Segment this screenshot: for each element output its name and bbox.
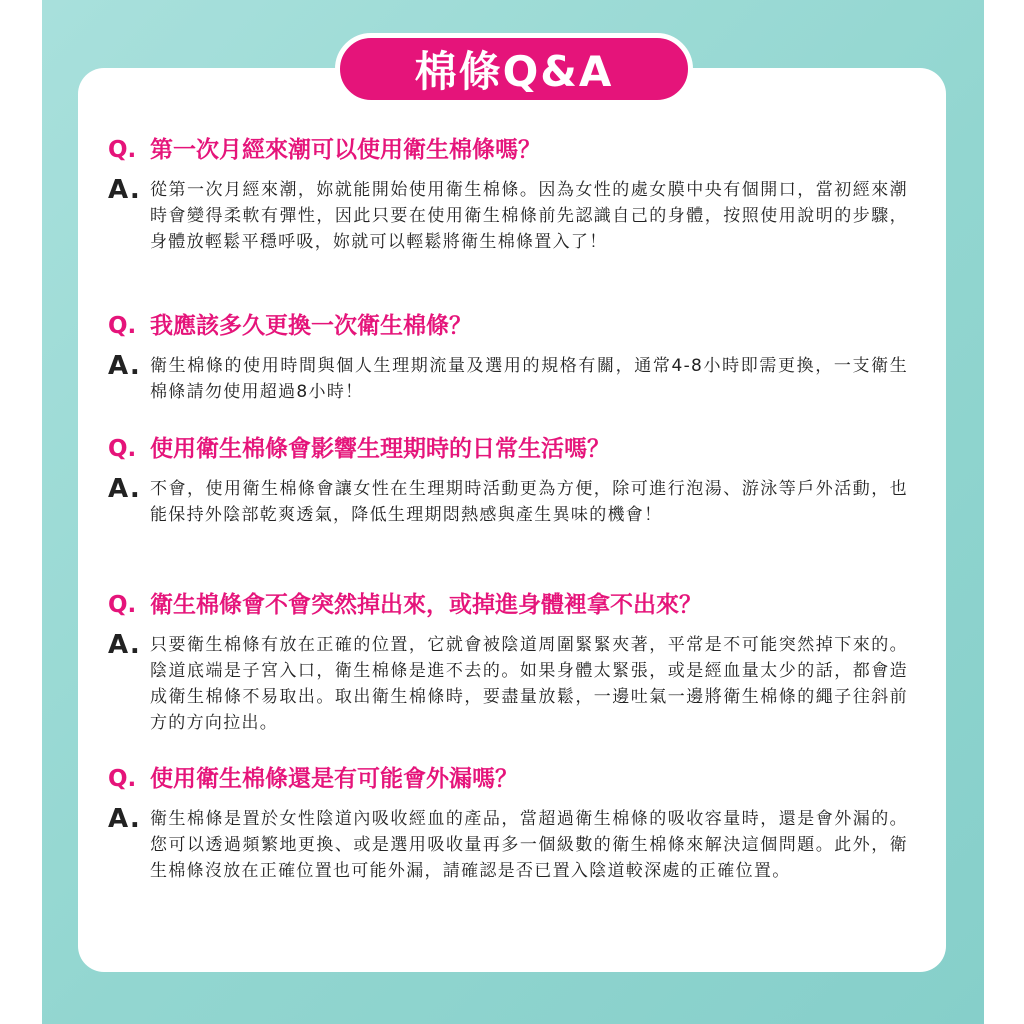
question xyxy=(108,434,908,464)
q-mark: Q. xyxy=(108,137,137,163)
qa-item-2 xyxy=(108,311,908,405)
qa-item-5 xyxy=(108,764,908,884)
q-mark: Q. xyxy=(108,313,137,339)
answer xyxy=(108,353,908,405)
qa-item-3 xyxy=(108,434,908,528)
page-title: 棉條Q&A xyxy=(335,33,693,105)
question-text: 使用衛生棉條還是有可能會外漏嗎？ xyxy=(150,766,518,792)
qa-item-4 xyxy=(108,590,908,736)
question-text: 使用衛生棉條會影響生理期時的日常生活嗎？ xyxy=(150,436,610,462)
q-mark: Q. xyxy=(108,436,137,462)
qa-item-1 xyxy=(108,135,908,255)
question xyxy=(108,590,908,620)
answer-text: 衛生棉條的使用時間與個人生理期流量及選用的規格有關，通常4-8小時即需更換，一支衛生棉條請勿使用超過8小時！ xyxy=(150,356,908,402)
answer xyxy=(108,632,908,736)
answer xyxy=(108,806,908,884)
answer-text: 衛生棉條是置於女性陰道內吸收經血的產品，當超過衛生棉條的吸收容量時，還是會外漏的。您可以透過頻繁地更換、或是選用吸收量再多一個級數的衛生棉條來解決這個問題。此外，衛生棉條沒放在正確位置也可能外漏，請確認是否已置入陰道較深處的正確位置。 xyxy=(150,809,908,881)
question-text: 衛生棉條會不會突然掉出來，或掉進身體裡拿不出來？ xyxy=(150,592,702,618)
a-mark: A. xyxy=(108,630,142,660)
answer-text: 從第一次月經來潮，妳就能開始使用衛生棉條。因為女性的處女膜中央有個開口，當初經來潮時會變得柔軟有彈性，因此只要在使用衛生棉條前先認識自己的身體，按照使用說明的步驟，身體放輕鬆平穩呼吸，妳就可以輕鬆將衛生棉條置入了！ xyxy=(150,180,908,252)
question xyxy=(108,764,908,794)
question-text: 我應該多久更換一次衛生棉條？ xyxy=(150,313,472,339)
a-mark: A. xyxy=(108,474,142,504)
answer-text: 不會，使用衛生棉條會讓女性在生理期時活動更為方便，除可進行泡湯、游泳等戶外活動，也能保持外陰部乾爽透氣，降低生理期悶熱感與產生異味的機會！ xyxy=(150,479,908,525)
q-mark: Q. xyxy=(108,592,137,618)
question xyxy=(108,311,908,341)
a-mark: A. xyxy=(108,804,142,834)
answer xyxy=(108,476,908,528)
answer-text: 只要衛生棉條有放在正確的位置，它就會被陰道周圍緊緊夾著，平常是不可能突然掉下來的。陰道底端是子宮入口，衛生棉條是進不去的。如果身體太緊張，或是經血量太少的話，都會造成衛生棉條不易取出。取出衛生棉條時，要盡量放鬆，一邊吐氣一邊將衛生棉條的繩子往斜前方的方向拉出。 xyxy=(150,635,908,733)
q-mark: Q. xyxy=(108,766,137,792)
answer xyxy=(108,177,908,255)
question xyxy=(108,135,908,165)
question-text: 第一次月經來潮可以使用衛生棉條嗎？ xyxy=(150,137,541,163)
a-mark: A. xyxy=(108,351,142,381)
a-mark: A. xyxy=(108,175,142,205)
